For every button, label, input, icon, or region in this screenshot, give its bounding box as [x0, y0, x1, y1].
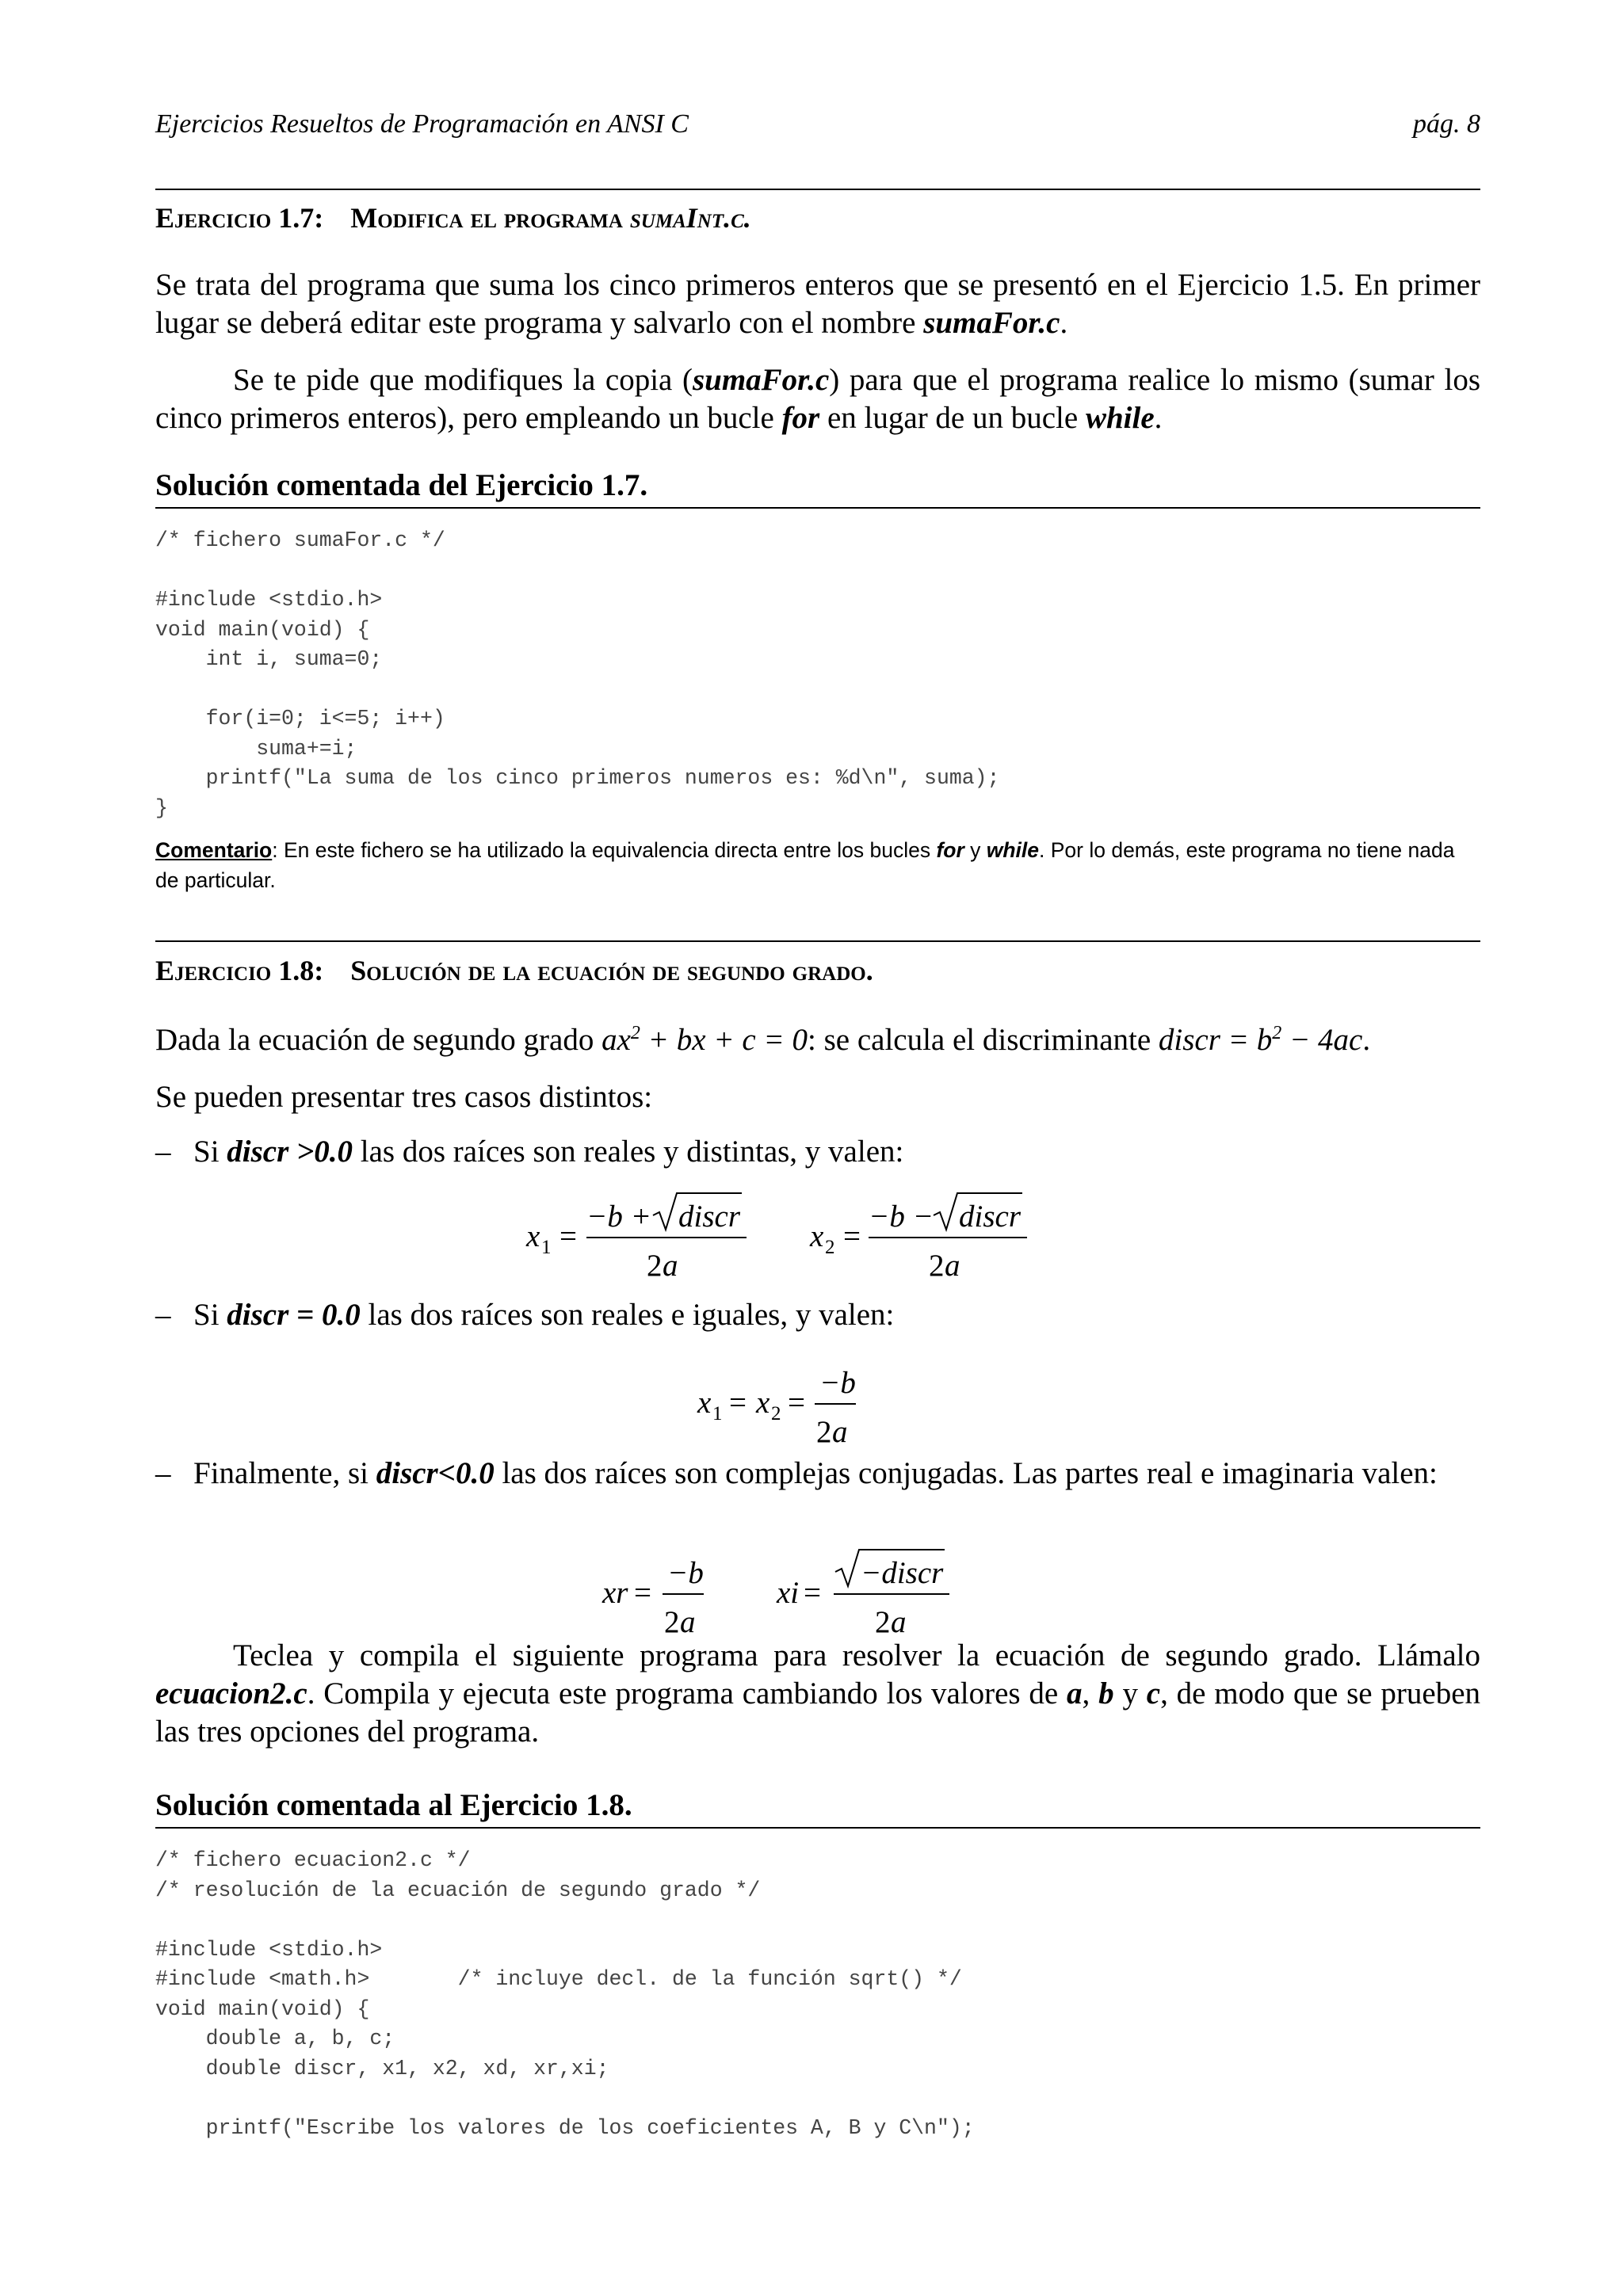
svg-text:discr: discr [678, 1199, 740, 1234]
exercise-title: Modifica el programa [350, 202, 630, 234]
exercise-1-8-paragraph-2: Se pueden presentar tres casos distintos: [155, 1080, 653, 1114]
svg-text:−b −: −b − [869, 1199, 934, 1234]
svg-text:2: 2 [647, 1249, 663, 1283]
svg-text:2: 2 [771, 1403, 781, 1425]
section-divider [155, 940, 1480, 942]
equation-complex-parts [599, 1545, 1154, 1640]
svg-text:xr: xr [602, 1576, 628, 1610]
svg-text:x: x [697, 1386, 712, 1420]
discriminant-formula: discr = $b^2 - 4ac$ [1158, 1023, 1363, 1057]
solution-heading-1-7: Solución comentada del Ejercicio 1.7. [155, 468, 648, 502]
svg-text:a: a [663, 1249, 678, 1283]
running-header [155, 109, 1480, 139]
svg-text:x: x [810, 1219, 824, 1253]
svg-text:=: = [788, 1386, 805, 1420]
filename: ecuacion2.c [155, 1676, 307, 1711]
svg-text:1: 1 [541, 1237, 552, 1258]
section-divider [155, 189, 1480, 190]
svg-text:−b +: −b + [586, 1199, 651, 1234]
svg-text:a: a [891, 1605, 907, 1639]
exercise-1-8-paragraph-3: Teclea y compila el siguiente programa para resolver la ecuación de segundo grado. Llámalo ecuacion2.c. Compila y ejecuta este programa cambiando los valores de a, b y c, de modo que se prueben las tres opciones del programa. [155, 1638, 1481, 1749]
section-divider [155, 507, 1480, 509]
svg-text:2: 2 [664, 1605, 680, 1639]
keyword: while [1085, 401, 1155, 435]
running-header-title: Ejercicios Resueltos de Programación en ANSI C [155, 109, 689, 139]
svg-text:=: = [729, 1386, 747, 1420]
svg-text:x: x [526, 1219, 540, 1253]
exercise-1-8-heading [155, 954, 873, 987]
exercise-label: Ejercicio 1.8: [155, 955, 324, 986]
svg-text:a: a [680, 1605, 696, 1639]
svg-text:x: x [756, 1386, 770, 1420]
svg-text:a: a [945, 1249, 960, 1283]
code-block-sumafor: /* fichero sumaFor.c */ #include <stdio.h> void main(void) { int i, suma=0; for(i=0; i<=5; i++) suma+=i; printf("La suma de los cinco primeros numeros es: %d\n", suma); } [155, 528, 1000, 820]
keyword: for [781, 401, 820, 435]
comment-1-7: Comentario: En este fichero se ha utilizado la equivalencia directa entre los bucles for y while. Por lo demás, este programa no tiene nada de particular. [155, 838, 1455, 892]
svg-text:−discr: −discr [861, 1556, 944, 1590]
filename: sumaFor.c [923, 306, 1060, 340]
svg-text:2: 2 [875, 1605, 891, 1639]
section-divider [155, 1827, 1480, 1829]
comment-label: Comentario [155, 838, 273, 862]
quadratic-equation: $ax^2$ + bx + c = 0 [601, 1023, 808, 1057]
filename: sumaFor.c [692, 363, 830, 397]
exercise-label: Ejercicio 1.7: [155, 202, 324, 234]
svg-text:1: 1 [712, 1403, 723, 1425]
exercise-title-file: sumaInt.c. [629, 202, 751, 234]
equation-x1-x2-real-distinct [520, 1188, 1186, 1283]
exercise-1-7-paragraph-1: Se trata del programa que suma los cinco primeros enteros que se presentó en el Ejercicio 1.5. En primer lugar se deberá editar este programa y salvarlo con el nombre sumaFor.c. [155, 268, 1480, 340]
svg-text:discr: discr [959, 1199, 1021, 1234]
svg-text:=: = [843, 1219, 861, 1253]
svg-text:−b: −b [819, 1366, 856, 1400]
svg-text:=: = [559, 1219, 577, 1253]
svg-text:=: = [634, 1576, 651, 1610]
svg-text:2: 2 [825, 1237, 835, 1258]
svg-text:−b: −b [667, 1556, 704, 1590]
exercise-1-7-paragraph-2: Se te pide que modifiques la copia (sumaFor.c) para que el programa realice lo mismo (sumar los cinco primeros enteros), pero empleando un bucle for en lugar de un bucle while. [155, 363, 1480, 435]
svg-text:2: 2 [816, 1415, 832, 1449]
page: Ejercicios Resueltos de Programación en ANSI C pág. 8 Ejercicio 1.7: Modifica el programa sumaInt.c. Se trata del programa que suma los cinco primeros enteros que se presentó en el Ejercicio 1.5. En primer lugar se deberá editar este programa y salvarlo con el nombre sumaFor.c. Se te pide que modifiques la copia (sumaFor.c) para que el programa realice lo mismo (sumar los cinco primeros enteros), pero empleando un bucle for en lugar de un bucle while. Solución comentada del Ejercicio 1.7. /* fichero sumaFor.c */ #include <stdio.h> void main(void) { int i, suma=0; for(i=0; i<=5; i++) suma+=i; printf("La suma de los cinco primeros numeros es: %d\n", suma); } Comentario: En este fichero se ha utilizado la equivalencia directa entre los bucles for y while. Por lo demás, este programa no tiene nada de particular. Ejercicio 1.8: Solución de la ecuación de segundo grado. Dada la ecuación de segundo grado $ax^2$ + bx + c = 0: se calcula el discriminante discr = $b^2 - 4ac$. Se pueden presentar tres casos distintos: – Si discr >0.0 las dos raíces son reales y distintas, y valen: x 1 = −b + discr 2 a x 2 = −b − discr 2 a – Si discr = 0.0 las dos raíces son reales e iguales, y valen: x 1 = x 2 = −b 2 a – Finalmente, si discr<0.0 las dos raíces son complejas conjugadas. Las partes real e imaginaria valen: xr = −b 2 a xi = −discr 2 a Teclea y compila el siguiente programa para resolver la ecuación de segundo grado. Llámalo ecuacion2.c. Compila y ejecuta este programa cambiando los valores de a, b y c, de modo que se prueben las tres opciones del programa. Solución comentada al Ejercicio 1.8. /* fichero ecuacion2.c */ /* resolución de la ecuación de segundo grado */ #include <stdio.h> #include <math.h> /* incluye decl. de la función sqrt() */ void main(void) { double a, b, c; double discr, x1, x2, xd, xr,xi; printf("Escribe los valores de los coeficientes A, B y C\n"); [155, 0, 1480, 2296]
equation-x1-equals-x2 [694, 1355, 932, 1450]
svg-text:=: = [804, 1576, 821, 1610]
solution-heading-1-8: Solución comentada al Ejercicio 1.8. [155, 1788, 632, 1822]
exercise-1-7-heading [155, 201, 751, 235]
page-number: pág. 8 [1413, 109, 1480, 139]
svg-text:xi: xi [777, 1576, 800, 1610]
svg-text:2: 2 [929, 1249, 945, 1283]
code-block-ecuacion2: /* fichero ecuacion2.c */ /* resolución de la ecuación de segundo grado */ #include <stdio.h> #include <math.h> /* incluye decl. de la función sqrt() */ void main(void) { double a, b, c; double discr, x1, x2, xd, xr,xi; printf("Escribe los valores de los coeficientes A, B y C\n"); [155, 1848, 975, 2140]
exercise-title: Solución de la ecuación de segundo grado. [350, 955, 873, 986]
exercise-1-8-paragraph-1: Dada la ecuación de segundo grado $ax^2$ + bx + c = 0: se calcula el discriminante discr = $b^2 - 4ac$. [155, 1023, 1371, 1057]
svg-text:a: a [832, 1415, 848, 1449]
